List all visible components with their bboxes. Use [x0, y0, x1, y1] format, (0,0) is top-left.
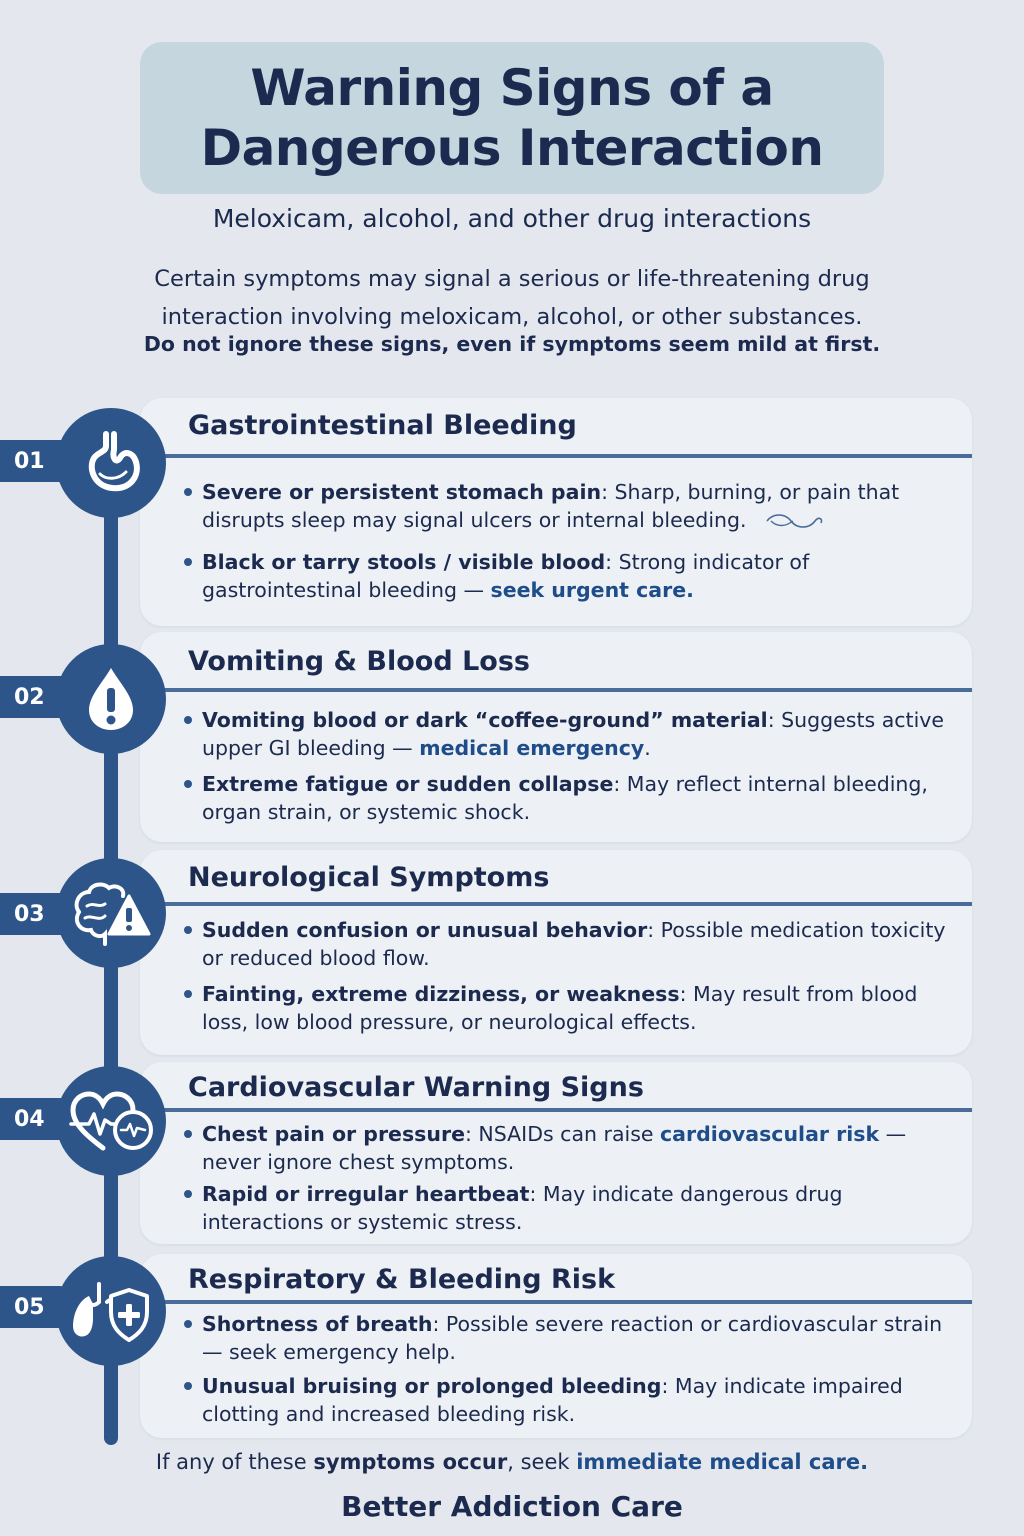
bullet-item	[184, 770, 964, 826]
bullet-dot	[184, 1320, 192, 1328]
bullet-dot	[184, 488, 192, 496]
bullet-dot	[184, 990, 192, 998]
bullet-bold: Shortness of breath	[202, 1312, 433, 1336]
bullet-dot	[184, 716, 192, 724]
bullet-item	[184, 706, 964, 762]
footer-bold-symptoms: symptoms occur	[313, 1450, 508, 1474]
section-number-5: 05	[0, 1286, 66, 1328]
bullet-text: : NSAIDs can raise	[464, 1122, 661, 1146]
title-box	[140, 42, 884, 194]
title-line-1: Warning Signs of a	[250, 59, 774, 117]
bullet-dot	[184, 558, 192, 566]
bullet-text: : May reflect internal bleeding, organ strain, or systemic shock.	[202, 772, 928, 824]
section-title: Cardiovascular Warning Signs	[188, 1072, 644, 1103]
footer-call-to-action	[0, 1450, 1024, 1474]
bullet-bold: Rapid or irregular heartbeat	[202, 1182, 530, 1206]
lungs-shield-icon	[67, 1276, 155, 1346]
section-divider	[160, 1108, 972, 1112]
section-card-2	[140, 632, 972, 842]
section-card-5	[140, 1254, 972, 1438]
bullet-text: : Suggests active upper GI bleeding —	[202, 708, 945, 760]
footer-pre: If any of these	[155, 1450, 314, 1474]
section-number-4: 04	[0, 1098, 66, 1140]
intro-line-1: Certain symptoms may signal a serious or life-threatening drug	[154, 266, 870, 292]
section-number-2: 02	[0, 676, 66, 718]
bullet-dot	[184, 926, 192, 934]
bullet-bold: Sudden confusion or unusual behavior	[202, 918, 648, 942]
bullet-item	[184, 916, 964, 972]
intro-line-2: interaction involving meloxicam, alcohol, or other substances.	[161, 304, 863, 330]
section-title: Vomiting & Blood Loss	[188, 646, 530, 677]
section-title: Respiratory & Bleeding Risk	[188, 1264, 616, 1295]
bullet-dot	[184, 1382, 192, 1390]
bullet-text: : May result from blood loss, low blood pressure, or neurological effects.	[202, 982, 918, 1034]
bullet-text: : May indicate dangerous drug interactions or systemic stress.	[202, 1182, 843, 1234]
title-line-2: Dangerous Interaction	[200, 119, 824, 177]
bullet-bold: Vomiting blood or dark “coffee-ground” material	[202, 708, 768, 732]
heart-pulse-icon	[67, 1086, 155, 1156]
bullet-dot	[184, 780, 192, 788]
section-card-4	[140, 1062, 972, 1244]
bullet-text: : Strong indicator of gastrointestinal bleeding —	[202, 550, 810, 602]
bullet-bold: Fainting, extreme dizziness, or weakness	[202, 982, 680, 1006]
section-divider	[160, 688, 972, 692]
bullet-highlight: seek urgent care.	[490, 578, 694, 602]
bullet-tail: — never ignore chest symptoms.	[202, 1122, 907, 1174]
footer-mid: , seek	[507, 1450, 577, 1474]
section-number-1: 01	[0, 440, 66, 482]
section-divider	[160, 454, 972, 458]
intro-warning: Do not ignore these signs, even if symptoms seem mild at first.	[143, 332, 881, 356]
stomach-doodle-icon	[763, 511, 825, 531]
bullet-item	[184, 1180, 964, 1236]
bullet-item	[184, 1372, 964, 1428]
section-icon-circle-2	[56, 644, 166, 754]
bullet-item	[184, 1310, 964, 1366]
stomach-icon	[76, 428, 146, 498]
bullet-text: : Sharp, burning, or pain that disrupts sleep may signal ulcers or internal bleeding.	[202, 480, 900, 532]
bullet-highlight: medical emergency	[419, 736, 645, 760]
blood-drop-alert-icon	[79, 664, 143, 734]
intro-text	[80, 260, 944, 336]
section-divider	[160, 902, 972, 906]
footer-bold-care: immediate medical care.	[576, 1450, 869, 1474]
bullet-text: : Possible severe reaction or cardiovascular strain — seek emergency help.	[202, 1312, 943, 1364]
section-title: Gastrointestinal Bleeding	[188, 410, 577, 441]
bullet-dot	[184, 1130, 192, 1138]
section-divider	[160, 1300, 972, 1304]
section-number-3: 03	[0, 893, 66, 935]
bullet-bold: Unusual bruising or prolonged bleeding	[202, 1374, 662, 1398]
bullet-bold: Black or tarry stools / visible blood	[202, 550, 606, 574]
section-icon-circle-5	[56, 1256, 166, 1366]
bullet-highlight: cardiovascular risk	[660, 1122, 880, 1146]
section-icon-circle-1	[56, 408, 166, 518]
bullet-bold: Extreme fatigue or sudden collapse	[202, 772, 614, 796]
bullet-dot	[184, 1190, 192, 1198]
section-icon-circle-3	[56, 858, 166, 968]
bullet-item	[184, 478, 964, 534]
bullet-text: : Possible medication toxicity or reduced blood flow.	[202, 918, 946, 970]
page-title	[201, 58, 824, 178]
section-card-3	[140, 850, 972, 1055]
bullet-tail: .	[644, 736, 651, 760]
section-card-1	[140, 398, 972, 626]
section-icon-circle-4	[56, 1066, 166, 1176]
bullet-bold: Chest pain or pressure	[202, 1122, 465, 1146]
bullet-text: : May indicate impaired clotting and increased bleeding risk.	[202, 1374, 903, 1426]
bullet-item	[184, 1120, 964, 1176]
brand-name: Better Addiction Care	[341, 1490, 683, 1523]
section-title: Neurological Symptoms	[188, 862, 550, 893]
bullet-item	[184, 548, 964, 604]
subtitle: Meloxicam, alcohol, and other drug interactions	[212, 204, 812, 233]
bullet-item	[184, 980, 964, 1036]
brain-warning-icon	[69, 878, 153, 948]
bullet-bold: Severe or persistent stomach pain	[202, 480, 602, 504]
